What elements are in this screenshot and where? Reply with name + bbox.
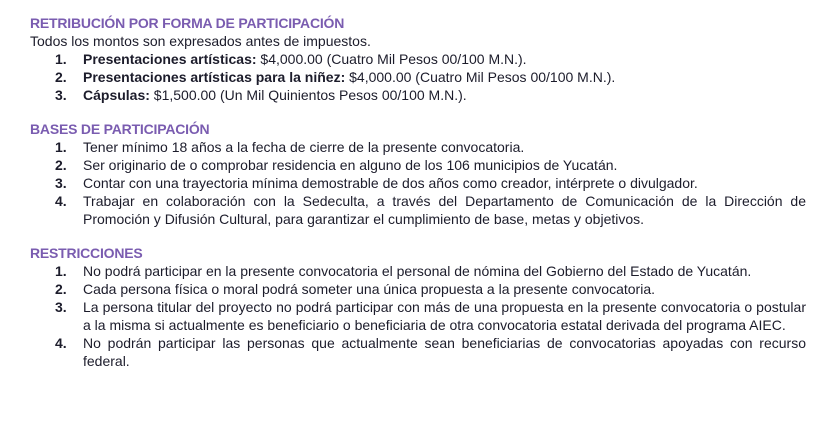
item-number: 3. [55,299,67,315]
item-text [83,50,810,68]
item-text [83,86,810,104]
item-value: $4,000.00 (Cuatro Mil Pesos 00/100 M.N.). [345,69,616,85]
item-value: $1,500.00 (Un Mil Quinientos Pesos 00/100 M.N.). [149,87,467,103]
list-item [30,262,810,280]
item-text [83,68,810,86]
item-text: Contar con una trayectoria mínima demostrable de dos años como creador, intérprete o divulgador. [83,175,698,191]
list-item [30,334,810,370]
section-retribucion [30,14,810,104]
retribucion-list [30,50,810,104]
item-text: Ser originario de o comprobar residencia en alguno de los 106 municipios de Yucatán. [83,157,618,173]
item-number: 1. [55,139,67,155]
list-item [30,138,810,156]
item-label: Presentaciones artísticas para la niñez: [83,69,346,85]
item-number: 3. [55,87,67,103]
section-restricciones [30,244,810,370]
list-item [30,50,810,68]
item-text: Cada persona física o moral podrá someter una única propuesta a la presente convocatoria. [83,281,656,297]
list-item [30,86,810,104]
section-heading: RESTRICCIONES [30,245,143,261]
list-item [30,174,810,192]
item-value: $4,000.00 (Cuatro Mil Pesos 00/100 M.N.). [256,51,527,67]
item-number: 2. [55,157,67,173]
item-number: 2. [55,281,67,297]
item-number: 2. [55,69,67,85]
section-heading: RETRIBUCIÓN POR FORMA DE PARTICIPACIÓN [30,15,345,31]
item-text: Tener mínimo 18 años a la fecha de cierre de la presente convocatoria. [83,139,525,155]
item-text: No podrán participar las personas que actualmente sean beneficiarias de convocatorias apoyadas con recurso federal. [83,335,806,369]
list-item [30,156,810,174]
section-heading: BASES DE PARTICIPACIÓN [30,121,210,137]
item-text: La persona titular del proyecto no podrá participar con más de una propuesta en la presente convocatoria o postular a la misma si actualmente es beneficiario o beneficiaria de otra convocatoria estatal derivada del programa AIEC. [83,299,806,333]
item-number: 1. [55,51,67,67]
bases-list [30,138,810,228]
list-item [30,280,810,298]
list-item [30,68,810,86]
item-number: 4. [55,335,67,351]
item-text: Trabajar en colaboración con la Sedeculta, a través del Departamento de Comunicación de la Dirección de Promoción y Difusión Cultural, para garantizar el cumplimiento de base, metas y objetivos. [83,193,806,227]
item-text: No podrá participar en la presente convocatoria el personal de nómina del Gobierno del Estado de Yucatán. [83,263,752,279]
restricciones-list [30,262,810,370]
item-label: Cápsulas: [83,87,150,103]
item-number: 3. [55,175,67,191]
list-item [30,298,810,334]
list-item [30,192,810,228]
item-number: 4. [55,193,67,209]
item-number: 1. [55,263,67,279]
item-label: Presentaciones artísticas: [83,51,257,67]
section-bases [30,120,810,228]
section-intro: Todos los montos son expresados antes de impuestos. [30,33,371,49]
